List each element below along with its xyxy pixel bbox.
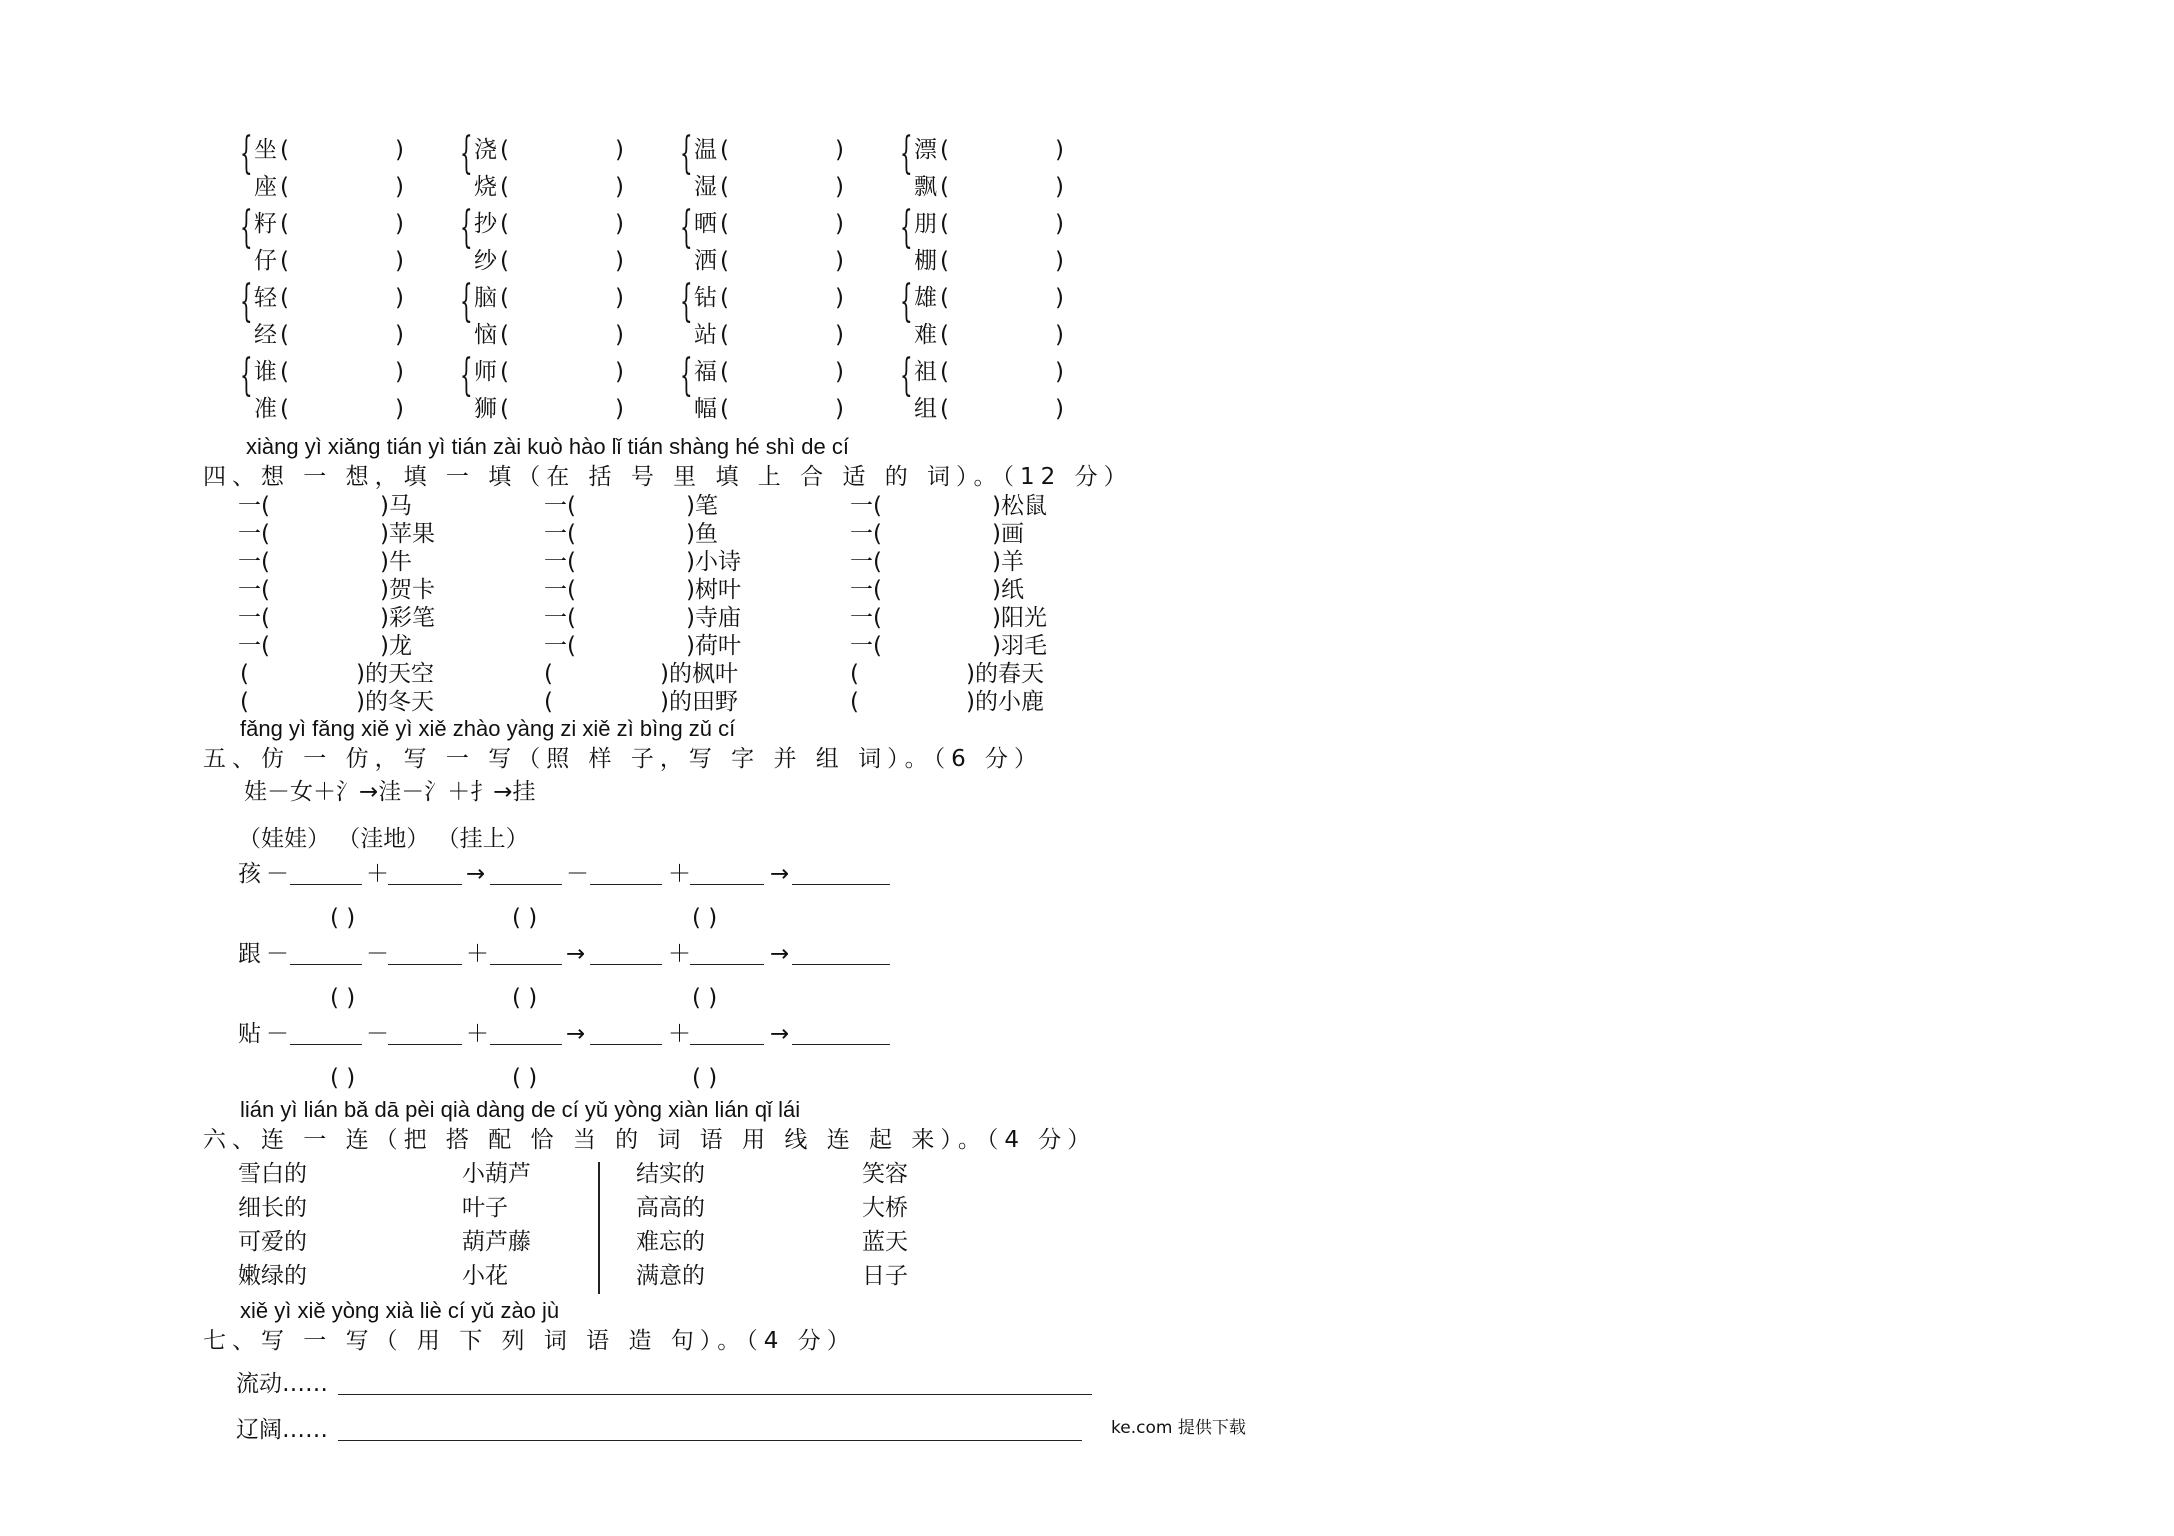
blank-line[interactable] [792,884,890,885]
operator: → [566,1021,586,1047]
dash-prefix: 一( [544,633,576,659]
measure-word-noun: )龙 [380,633,412,659]
section-heading: 五、仿 一 仿，写 一 写（照 样 子，写 字 并 组 词）。（6 分） [203,746,1044,772]
answer-paren: ) [835,174,844,200]
dash-prefix: 一( [238,493,270,519]
brace: { [460,202,473,253]
answer-paren: ( [280,396,289,422]
paren-open: ( [240,661,249,687]
answer-paren: ) [395,285,404,311]
pair-char: 钻 [694,285,717,311]
operator: ＋ [366,861,389,887]
dash-prefix: 一( [850,577,882,603]
answer-paren: ) [395,137,404,163]
answer-paren: ( [720,248,729,274]
answer-paren: ( [720,211,729,237]
answer-paren: ( [280,248,289,274]
pinyin-line: lián yì lián bǎ dā pèi qià dàng de cí yǔ yòng xiàn lián qǐ lái [240,1097,801,1122]
answer-paren: ( [500,211,509,237]
pair-char: 坐 [254,137,277,163]
answer-paren: ) [395,174,404,200]
connect-word: 笑容 [862,1161,908,1187]
answer-paren: ( [280,285,289,311]
connect-word: 日子 [862,1263,908,1289]
answer-paren: ( [500,137,509,163]
connect-word: 难忘的 [636,1229,705,1255]
word-paren: ( ) [692,905,718,931]
measure-word-noun: )松鼠 [992,493,1047,519]
operator: － [266,1021,289,1047]
pair-char: 轻 [254,285,277,311]
answer-paren: ( [500,322,509,348]
measure-word-noun: )彩笔 [380,605,435,631]
answer-paren: ) [1055,174,1064,200]
word-paren: ( ) [512,1065,538,1091]
operator: ＋ [466,941,489,967]
answer-paren: ( [940,174,949,200]
answer-paren: ( [720,285,729,311]
operator: → [770,861,790,887]
answer-paren: ) [615,137,624,163]
brace: { [680,350,693,401]
answer-paren: ( [940,248,949,274]
sentence-word: 辽阔…… [236,1417,328,1443]
answer-paren: ) [615,396,624,422]
answer-paren: ) [835,248,844,274]
blank-line[interactable] [290,964,362,965]
blank-line[interactable] [590,1044,662,1045]
brace: { [460,276,473,327]
connect-word: 叶子 [462,1195,508,1221]
answer-paren: ( [500,174,509,200]
blank-line[interactable] [388,964,462,965]
measure-word-noun: )羊 [992,549,1024,575]
answer-paren: ( [280,322,289,348]
pair-char: 座 [254,174,277,200]
dash-prefix: 一( [544,605,576,631]
blank-line[interactable] [388,1044,462,1045]
blank-line[interactable] [792,964,890,965]
blank-line[interactable] [490,964,562,965]
operator: ＋ [668,861,691,887]
pair-char: 谁 [254,359,277,385]
answer-paren: ( [940,211,949,237]
answer-paren: ( [940,285,949,311]
answer-paren: ( [720,137,729,163]
answer-paren: ) [835,396,844,422]
answer-paren: ( [280,211,289,237]
word-paren: ( ) [512,905,538,931]
answer-paren: ) [835,137,844,163]
connect-word: 高高的 [636,1195,705,1221]
answer-paren: ) [395,322,404,348]
section-heading: 四、想 一 想，填 一 填（在 括 号 里 填 上 合 适 的 词）。（12 分） [203,464,1133,490]
dash-prefix: 一( [850,521,882,547]
blank-line[interactable] [690,884,764,885]
pair-char: 洒 [694,248,717,274]
measure-word-noun: )马 [380,493,412,519]
de-phrase: )的春天 [966,661,1044,687]
word-paren: ( ) [692,985,718,1011]
pair-char: 浇 [474,137,497,163]
pair-char: 仔 [254,248,277,274]
pair-char: 站 [694,322,717,348]
brace: { [680,202,693,253]
example-words: （娃娃） （洼地） （挂上） [238,826,529,852]
pinyin-line: xiàng yì xiǎng tián yì tián zài kuò hào lǐ tián shàng hé shì de cí [246,434,849,459]
brace: { [900,128,913,179]
operator: → [466,861,486,887]
brace: { [240,202,253,253]
answer-paren: ) [1055,137,1064,163]
blank-line[interactable] [290,884,362,885]
pair-char: 朋 [914,211,937,237]
dash-prefix: 一( [850,549,882,575]
brace: { [680,276,693,327]
brace: { [240,128,253,179]
answer-paren: ( [280,359,289,385]
dash-prefix: 一( [238,521,270,547]
answer-paren: ( [940,359,949,385]
pair-char: 恼 [474,322,497,348]
paren-open: ( [544,689,553,715]
answer-paren: ( [500,396,509,422]
word-paren: ( ) [512,985,538,1011]
connect-word: 蓝天 [862,1229,908,1255]
blank-line[interactable] [490,1044,562,1045]
operator: → [566,941,586,967]
answer-paren: ) [615,285,624,311]
dash-prefix: 一( [544,577,576,603]
answer-paren: ) [395,359,404,385]
answer-paren: ( [280,174,289,200]
measure-word-noun: )阳光 [992,605,1047,631]
example-formula: 娃－女＋氵→洼－氵＋扌→挂 [244,779,536,805]
paren-open: ( [240,689,249,715]
paren-open: ( [850,661,859,687]
brace: { [680,128,693,179]
pair-char: 温 [694,137,717,163]
connect-word: 满意的 [636,1263,705,1289]
answer-paren: ) [615,359,624,385]
blank-line[interactable] [388,884,462,885]
operator: ＋ [466,1021,489,1047]
answer-paren: ( [720,322,729,348]
measure-word-noun: )画 [992,521,1024,547]
pair-char: 幅 [694,396,717,422]
base-char: 孩 [238,861,261,887]
answer-paren: ( [940,322,949,348]
answer-paren: ) [615,322,624,348]
pair-char: 飘 [914,174,937,200]
measure-word-noun: )寺庙 [686,605,741,631]
pair-char: 棚 [914,248,937,274]
answer-paren: ) [1055,211,1064,237]
answer-paren: ) [615,211,624,237]
paren-open: ( [544,661,553,687]
pair-char: 准 [254,396,277,422]
connect-word: 葫芦藤 [462,1229,531,1255]
operator: ＋ [668,941,691,967]
operator: － [566,861,589,887]
sentence-blank-line[interactable] [338,1394,1092,1395]
footer-watermark: ke.com 提供下载 [1111,1418,1246,1438]
de-phrase: )的冬天 [356,689,434,715]
sentence-blank-line[interactable] [338,1440,1082,1441]
answer-paren: ) [1055,396,1064,422]
connect-word: 小葫芦 [462,1161,531,1187]
answer-paren: ) [395,248,404,274]
answer-paren: ( [940,396,949,422]
word-paren: ( ) [692,1065,718,1091]
measure-word-noun: )贺卡 [380,577,435,603]
operator: － [366,941,389,967]
blank-line[interactable] [690,1044,764,1045]
connect-word: 可爱的 [238,1229,307,1255]
answer-paren: ( [940,137,949,163]
operator: → [770,1021,790,1047]
connect-word: 嫩绿的 [238,1263,307,1289]
blank-line[interactable] [590,884,662,885]
word-paren: ( ) [330,905,356,931]
dash-prefix: 一( [238,633,270,659]
answer-paren: ) [615,174,624,200]
blank-line[interactable] [690,964,764,965]
answer-paren: ) [835,322,844,348]
pair-char: 抄 [474,211,497,237]
blank-line[interactable] [590,964,662,965]
answer-paren: ) [395,396,404,422]
sentence-word: 流动…… [236,1371,328,1397]
de-phrase: )的天空 [356,661,434,687]
column-divider [598,1162,600,1294]
answer-paren: ( [500,285,509,311]
dash-prefix: 一( [850,493,882,519]
pair-char: 福 [694,359,717,385]
pair-char: 湿 [694,174,717,200]
brace: { [460,350,473,401]
blank-line[interactable] [490,884,562,885]
operator: → [770,941,790,967]
brace: { [900,350,913,401]
answer-paren: ) [615,248,624,274]
pinyin-line: fǎng yì fǎng xiě yì xiě zhào yàng zi xiě zì bìng zǔ cí [240,716,736,741]
pair-char: 纱 [474,248,497,274]
pair-char: 难 [914,322,937,348]
operator: － [366,1021,389,1047]
word-paren: ( ) [330,985,356,1011]
answer-paren: ) [835,285,844,311]
pair-char: 组 [914,396,937,422]
pair-char: 籽 [254,211,277,237]
brace: { [900,276,913,327]
pair-char: 祖 [914,359,937,385]
dash-prefix: 一( [238,549,270,575]
answer-paren: ) [1055,322,1064,348]
answer-paren: ) [1055,248,1064,274]
answer-paren: ( [720,396,729,422]
dash-prefix: 一( [544,493,576,519]
operator: － [266,861,289,887]
de-phrase: )的小鹿 [966,689,1044,715]
brace: { [240,276,253,327]
measure-word-noun: )鱼 [686,521,718,547]
measure-word-noun: )羽毛 [992,633,1047,659]
pair-char: 师 [474,359,497,385]
section-heading: 七、写 一 写（ 用 下 列 词 语 造 句）。（4 分） [203,1328,856,1354]
measure-word-noun: )牛 [380,549,412,575]
dash-prefix: 一( [850,605,882,631]
connect-word: 大桥 [862,1195,908,1221]
de-phrase: )的枫叶 [660,661,738,687]
pair-char: 狮 [474,396,497,422]
dash-prefix: 一( [544,521,576,547]
dash-prefix: 一( [544,549,576,575]
connect-word: 细长的 [238,1195,307,1221]
dash-prefix: 一( [238,605,270,631]
base-char: 跟 [238,941,261,967]
answer-paren: ) [395,211,404,237]
de-phrase: )的田野 [660,689,738,715]
pair-char: 漂 [914,137,937,163]
measure-word-noun: )苹果 [380,521,435,547]
word-paren: ( ) [330,1065,356,1091]
pair-char: 经 [254,322,277,348]
blank-line[interactable] [792,1044,890,1045]
measure-word-noun: )笔 [686,493,718,519]
brace: { [240,350,253,401]
pair-char: 脑 [474,285,497,311]
answer-paren: ) [835,359,844,385]
pair-char: 雄 [914,285,937,311]
section-heading: 六、连 一 连（把 搭 配 恰 当 的 词 语 用 线 连 起 来）。（4 分） [203,1127,1097,1153]
answer-paren: ( [500,359,509,385]
answer-paren: ) [1055,359,1064,385]
base-char: 贴 [238,1021,261,1047]
answer-paren: ( [500,248,509,274]
pair-char: 烧 [474,174,497,200]
operator: － [266,941,289,967]
connect-word: 小花 [462,1263,508,1289]
pair-char: 晒 [694,211,717,237]
measure-word-noun: )纸 [992,577,1024,603]
measure-word-noun: )树叶 [686,577,741,603]
answer-paren: ( [720,174,729,200]
connect-word: 结实的 [636,1161,705,1187]
answer-paren: ) [835,211,844,237]
measure-word-noun: )荷叶 [686,633,741,659]
brace: { [460,128,473,179]
pinyin-line: xiě yì xiě yòng xià liè cí yǔ zào jù [240,1298,560,1323]
dash-prefix: 一( [238,577,270,603]
brace: { [900,202,913,253]
dash-prefix: 一( [850,633,882,659]
connect-word: 雪白的 [238,1161,307,1187]
answer-paren: ( [280,137,289,163]
operator: ＋ [668,1021,691,1047]
answer-paren: ( [720,359,729,385]
blank-line[interactable] [290,1044,362,1045]
paren-open: ( [850,689,859,715]
answer-paren: ) [1055,285,1064,311]
measure-word-noun: )小诗 [686,549,741,575]
